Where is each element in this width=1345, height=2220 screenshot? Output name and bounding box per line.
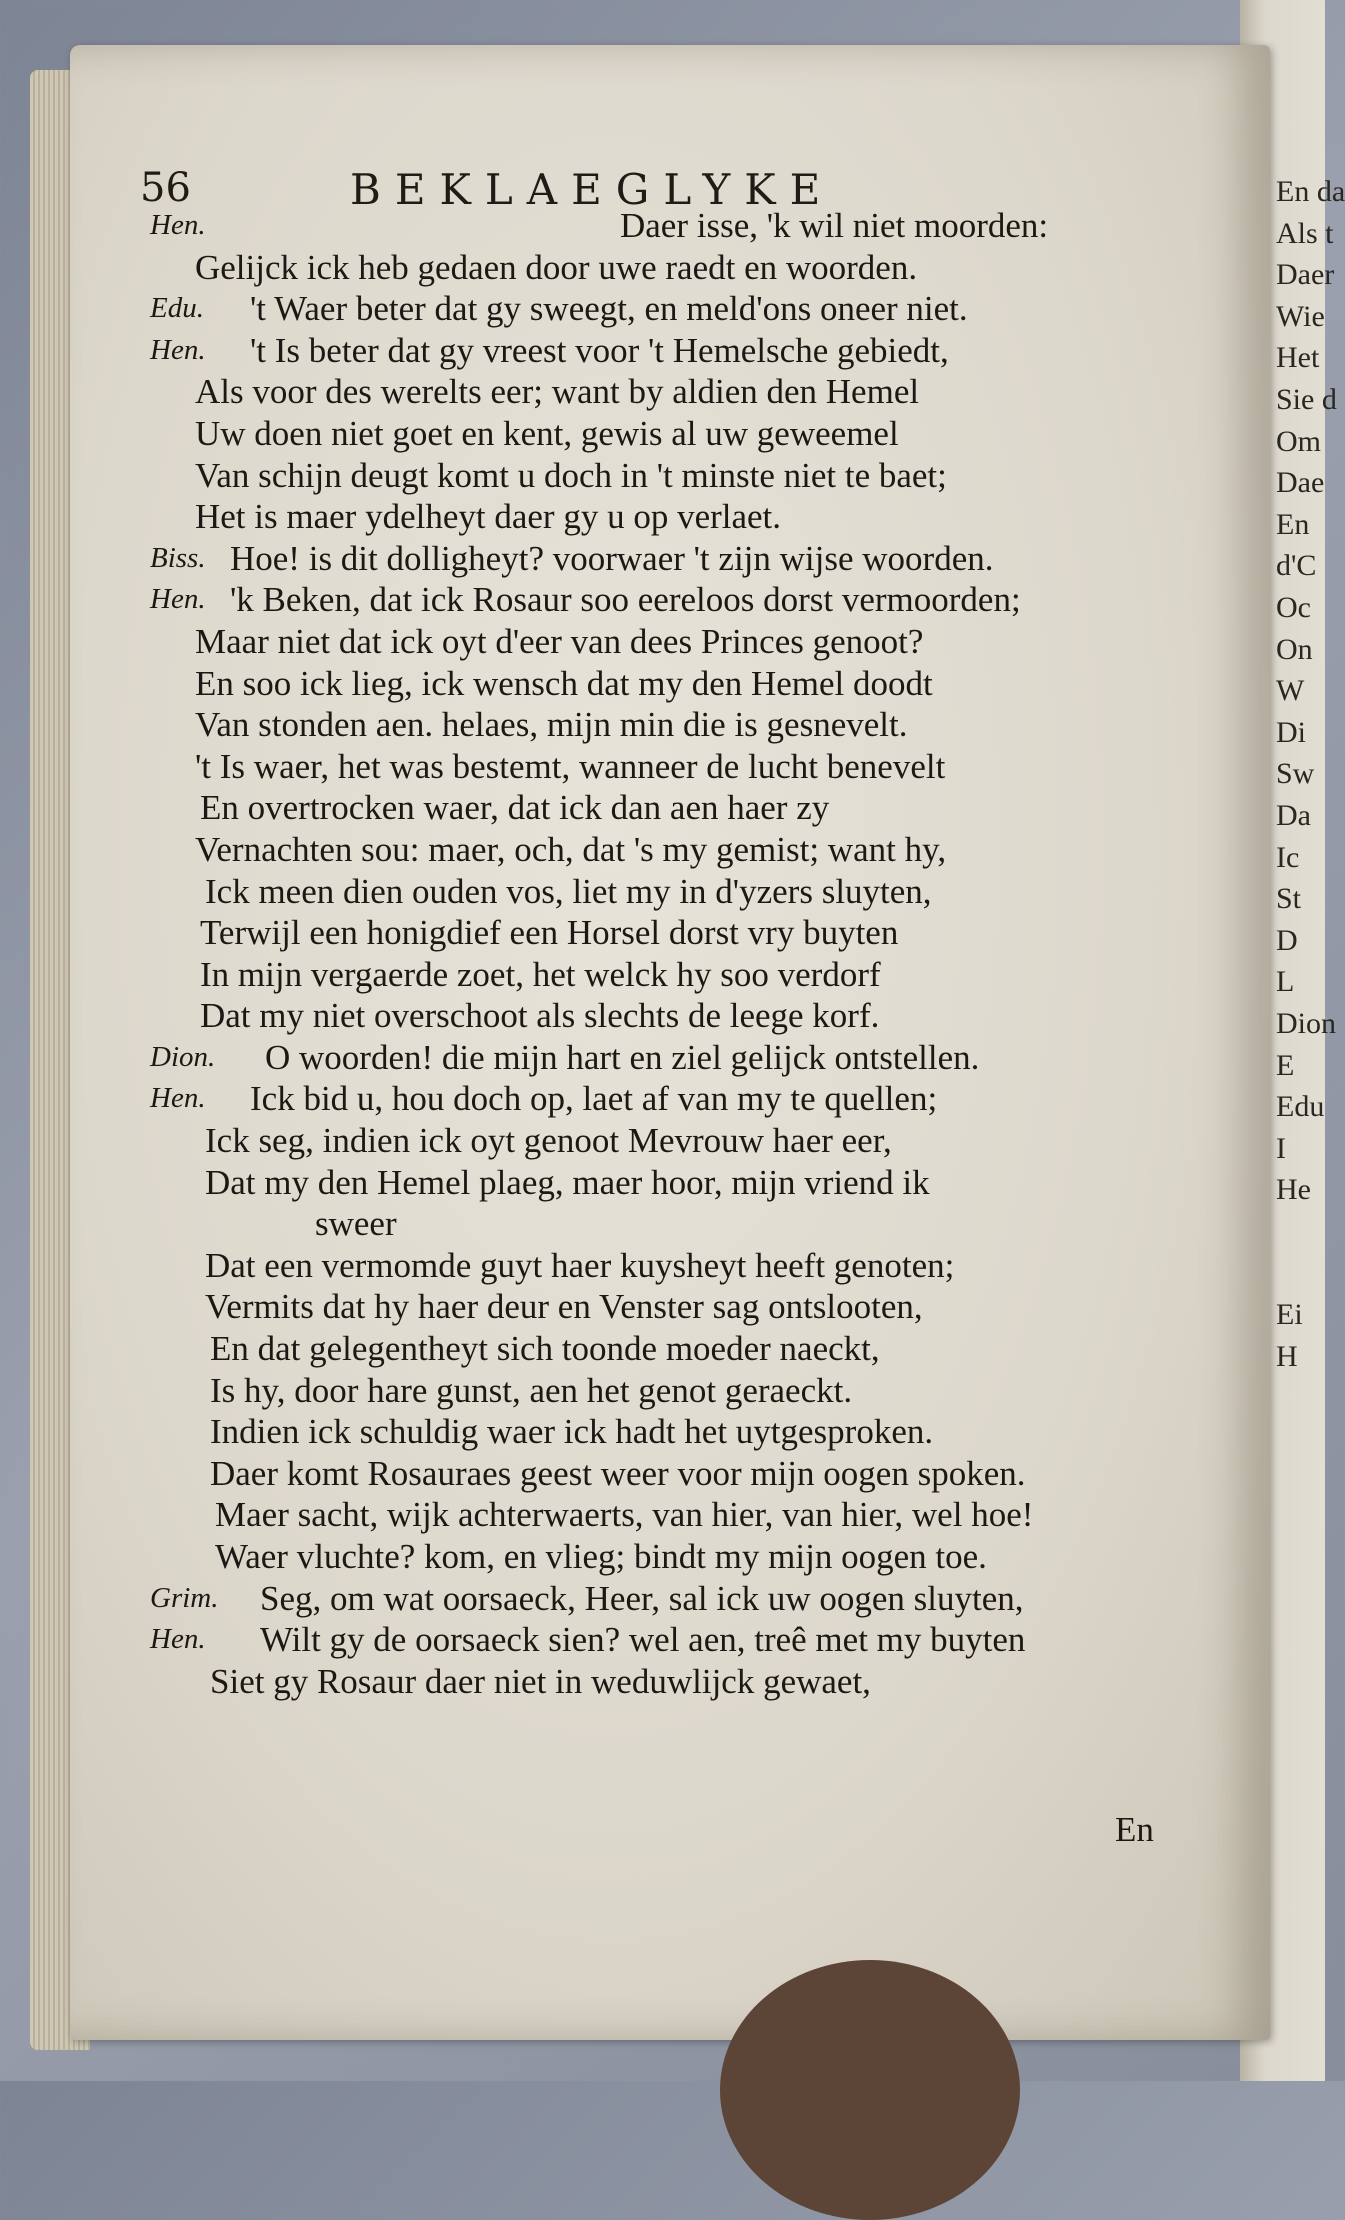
verse-line: [150, 1245, 1170, 1287]
verse-text: Seg, om wat oorsaeck, Heer, sal ick uw oogen sluyten,: [260, 1578, 1024, 1618]
verse-line: [150, 330, 1170, 372]
verse-text: Uw doen niet goet en kent, gewis al uw geweemel: [195, 413, 899, 453]
verse-text: En overtrocken waer, dat ick dan aen haer zy: [200, 788, 830, 828]
facing-page-fragment: Ei: [1276, 1298, 1303, 1332]
facing-page-fragment: Sw: [1276, 757, 1315, 791]
facing-page-fragment: Het: [1276, 341, 1320, 375]
verse-line: [150, 1661, 1170, 1703]
verse-line: [150, 621, 1170, 663]
verse-line: [150, 1078, 1170, 1120]
verse-line: [150, 787, 1170, 829]
facing-page-fragment: Ic: [1276, 840, 1300, 874]
verse-text: 't Is waer, het was bestemt, wanneer de lucht benevelt: [195, 746, 946, 786]
verse-text: Maar niet dat ick oyt d'eer van dees Princes genoot?: [195, 621, 924, 661]
verse-line: [150, 247, 1170, 289]
facing-page-fragment: Als t: [1276, 216, 1334, 250]
verse-line: [150, 579, 1170, 621]
verse-text: In mijn vergaerde zoet, het welck hy soo verdorf: [200, 954, 881, 994]
verse-text: Ick bid u, hou doch op, laet af van my te quellen;: [250, 1079, 938, 1119]
verse-text: Wilt gy de oorsaeck sien? wel aen, treê met my buyten: [260, 1620, 1026, 1660]
verse-text: Ick meen dien ouden vos, liet my in d'yzers sluyten,: [205, 871, 932, 911]
play-text: [150, 205, 1170, 1702]
verse-text: Vernachten sou: maer, och, dat 's my gemist; want hy,: [195, 829, 947, 869]
verse-text: Als voor des werelts eer; want by aldien den Hemel: [195, 372, 920, 412]
facing-page-fragment: W: [1276, 674, 1305, 708]
verse-text: En dat gelegentheyt sich toonde moeder naeckt,: [210, 1329, 880, 1369]
facing-page-fragment: St: [1276, 882, 1302, 916]
verse-line: [150, 1578, 1170, 1620]
facing-page-fragment: L: [1276, 965, 1295, 999]
verse-line: [150, 912, 1170, 954]
speaker-label: Biss.: [150, 541, 206, 574]
speaker-label: Hen.: [150, 583, 206, 616]
verse-text: Gelijck ick heb gedaen door uwe raedt en woorden.: [195, 247, 918, 287]
speaker-label: Dion.: [150, 1040, 216, 1073]
verse-text: Het is maer ydelheyt daer gy u op verlaet.: [195, 497, 782, 537]
verse-line: [150, 663, 1170, 705]
facing-page-fragment: E: [1276, 1048, 1295, 1082]
facing-page-fragment: I: [1276, 1131, 1286, 1165]
verse-text: Waer vluchte? kom, en vlieg; bindt my mijn oogen toe.: [215, 1537, 987, 1576]
facing-page-fragment: H: [1276, 1339, 1298, 1373]
facing-page-fragment: Di: [1276, 715, 1306, 749]
speaker-label: Grim.: [150, 1581, 219, 1614]
verse-line: [150, 1494, 1170, 1536]
facing-page-fragment: Da: [1276, 799, 1311, 832]
verse-text: Indien ick schuldig waer ick hadt het uytgesproken.: [210, 1412, 934, 1452]
verse-text: Hoe! is dit dolligheyt? voorwaer 't zijn wijse woorden.: [230, 538, 994, 578]
verse-line: [150, 1411, 1170, 1453]
page-number: 56: [140, 165, 191, 211]
verse-line: [150, 746, 1170, 788]
verse-line: [150, 995, 1170, 1037]
facing-page-fragment: Oc: [1276, 591, 1311, 624]
speaker-label: Hen.: [150, 1623, 206, 1656]
facing-page-fragment: Sie d: [1276, 383, 1337, 416]
facing-page-fragment: Daer: [1276, 258, 1335, 292]
verse-line: [150, 538, 1170, 580]
verse-text: Maer sacht, wijk achterwaerts, van hier, van hier, wel hoe!: [215, 1495, 1034, 1535]
verse-text: Daer isse, 'k wil niet moorden:: [620, 206, 1049, 245]
facing-page-fragment: Dion: [1276, 1007, 1336, 1040]
speaker-label: Hen.: [150, 333, 206, 366]
verse-line: [150, 1619, 1170, 1661]
verse-text: Terwijl een honigdief een Horsel dorst vry buyten: [200, 913, 899, 953]
facing-page-fragment: On: [1276, 632, 1313, 666]
facing-page-fragment: Edu: [1276, 1090, 1325, 1124]
verse-line: [150, 1328, 1170, 1370]
verse-line: [150, 954, 1170, 996]
verse-text: Van schijn deugt komt u doch in 't minste niet te baet;: [195, 455, 947, 495]
verse-line: [150, 704, 1170, 746]
verse-line: [150, 871, 1170, 913]
verse-text: O woorden! die mijn hart en ziel gelijck ontstellen.: [265, 1037, 980, 1077]
verse-text: En soo ick lieg, ick wensch dat my den Hemel doodt: [195, 663, 933, 703]
speaker-label: Edu.: [150, 292, 204, 325]
verse-line: [150, 1286, 1170, 1328]
facing-page-fragment: D: [1276, 923, 1298, 957]
speaker-label: Hen.: [150, 209, 206, 241]
verse-line: [150, 288, 1170, 330]
verse-text: 't Is beter dat gy vreest voor 't Hemelsche gebiedt,: [250, 330, 949, 370]
verse-line: [150, 413, 1170, 455]
verse-text: Siet gy Rosaur daer niet in weduwlijck gewaet,: [210, 1661, 871, 1701]
speaker-label: Hen.: [150, 1082, 206, 1115]
verse-line: [150, 1453, 1170, 1495]
verse-line: [150, 1203, 1170, 1245]
catchword: En: [1115, 1810, 1154, 1849]
facing-page-fragment: En da: [1276, 175, 1345, 208]
facing-page-fragment: He: [1276, 1173, 1311, 1207]
facing-page-fragment: d'C: [1276, 549, 1317, 583]
verse-text: sweer: [315, 1204, 397, 1244]
verse-line: [150, 1370, 1170, 1412]
verse-line: [150, 829, 1170, 871]
verse-text: Ick seg, indien ick oyt genoot Mevrouw haer eer,: [205, 1121, 892, 1161]
verse-line: [150, 1120, 1170, 1162]
verse-line: [150, 496, 1170, 538]
verse-text: Vermits dat hy haer deur en Venster sag ontslooten,: [205, 1287, 923, 1327]
thumb: [720, 1960, 1020, 2220]
facing-page-fragment: Wie: [1276, 299, 1325, 333]
verse-text: Dat een vermomde guyt haer kuysheyt heeft genoten;: [205, 1245, 955, 1285]
verse-text: 't Waer beter dat gy sweegt, en meld'ons oneer niet.: [250, 289, 968, 329]
verse-line: [150, 455, 1170, 497]
facing-page-fragment: Dae: [1276, 466, 1325, 500]
verse-line: [150, 1162, 1170, 1204]
facing-page-fragment: Om: [1276, 424, 1321, 458]
verse-text: Dat my den Hemel plaeg, maer hoor, mijn vriend ik: [205, 1162, 930, 1202]
running-title: BEKLAEGLYKE: [350, 165, 835, 214]
verse-line: [150, 1536, 1170, 1578]
verse-line: [150, 1037, 1170, 1079]
verse-text: Is hy, door hare gunst, aen het genot geraeckt.: [210, 1370, 853, 1410]
verse-text: Van stonden aen. helaes, mijn min die is gesnevelt.: [195, 705, 908, 745]
verse-text: Dat my niet overschoot als slechts de leege korf.: [200, 996, 880, 1036]
verse-text: 'k Beken, dat ick Rosaur soo eereloos dorst vermoorden;: [230, 580, 1021, 620]
verse-line: [150, 371, 1170, 413]
verse-text: Daer komt Rosauraes geest weer voor mijn oogen spoken.: [210, 1453, 1026, 1493]
verse-line: [150, 205, 1170, 247]
facing-page-fragment: En: [1276, 507, 1310, 541]
